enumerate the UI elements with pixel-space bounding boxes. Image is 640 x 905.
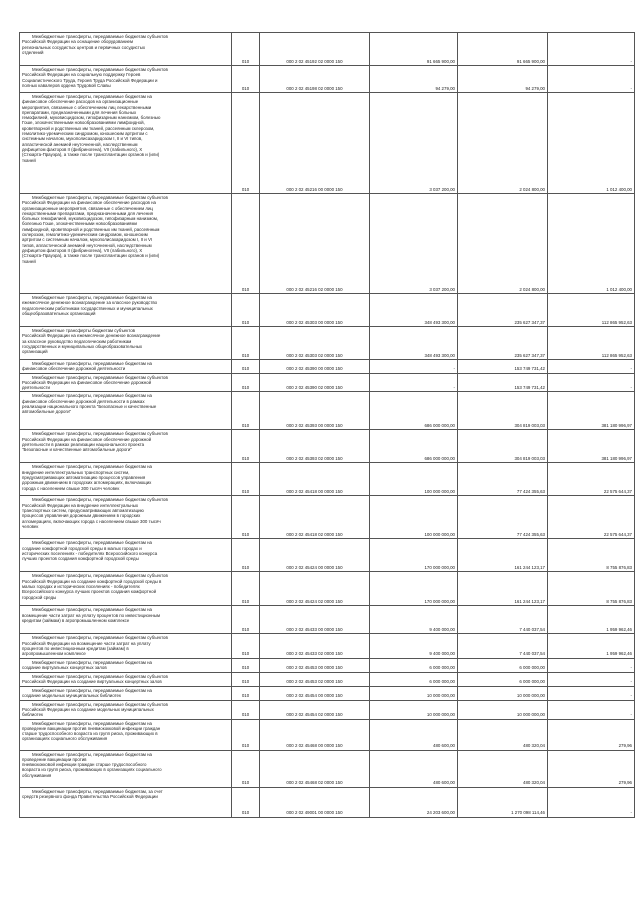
row-description: Межбюджетные трансферты, передаваемые бюджетам на внедрение интеллектуальных транспортных систем, предусматривающих автоматизацию процессов управления дорожным движением в городских агломерациях, включающих города с населением свыше 300 тысяч человек	[20, 463, 232, 496]
row-code: 010	[232, 93, 260, 194]
row-code: 010	[232, 33, 260, 66]
value-executed: 304 819 003,03	[458, 392, 548, 430]
row-description: Межбюджетные трансферты, передаваемые бюджетам на создание комфортной городской среды в малых городах и исторических поселениях - победителях Всероссийского конкурса лучших проектов создания комфортной городской среды	[20, 539, 232, 572]
value-executed: 235 627 347,37	[458, 294, 548, 327]
value-approved: 3 037 200,00	[370, 93, 458, 194]
table-row	[20, 539, 635, 572]
value-approved: 91 665 900,00	[370, 33, 458, 66]
value-approved: 3 037 200,00	[370, 194, 458, 294]
row-code: 010	[232, 719, 260, 750]
budget-classification-code: 000 2 02 45418 02 0000 150	[260, 496, 370, 539]
row-code: 010	[232, 327, 260, 360]
value-executed: 6 000 000,00	[458, 672, 548, 686]
table-row	[20, 672, 635, 686]
budget-classification-code: 000 2 02 45468 02 0000 150	[260, 750, 370, 787]
budget-classification-code: 000 2 02 45393 02 0000 150	[260, 430, 370, 463]
budget-classification-code: 000 2 02 45303 02 0000 150	[260, 327, 370, 360]
value-approved: -	[370, 360, 458, 374]
budget-table	[19, 32, 635, 818]
value-executed: 161 244 123,17	[458, 572, 548, 606]
value-approved: 480 600,00	[370, 750, 458, 787]
value-approved: 686 000 000,00	[370, 392, 458, 430]
row-description: Межбюджетные трансферты, передаваемые бюджетам на возмещение части затрат на уплату процентов по инвестиционным кредитам (займам) в агропромышленном комплексе	[20, 606, 232, 634]
row-description: Межбюджетные трансферты, передаваемые бюджетам на проведение вакцинации против пневмококковой инфекции граждан старше трудоспособного возраста из групп риска, проживающих в организациях социального обслуживания	[20, 719, 232, 750]
table-row	[20, 686, 635, 700]
value-unexecuted: 22 575 644,37	[548, 496, 635, 539]
table-row	[20, 373, 635, 392]
table-row	[20, 327, 635, 360]
row-code: 010	[232, 194, 260, 294]
value-approved: 170 000 000,00	[370, 539, 458, 572]
budget-classification-code: 000 2 02 45454 02 0000 150	[260, 700, 370, 719]
row-description: Межбюджетные трансферты, передаваемые бюджетам субъектов Российской Федерации на оснащение оборудованием региональных сосудистых центров и первичных сосудистых отделений	[20, 33, 232, 66]
table-row	[20, 496, 635, 539]
value-unexecuted: 1 012 400,00	[548, 194, 635, 294]
row-code: 010	[232, 606, 260, 634]
budget-classification-code: 000 2 02 45453 02 0000 150	[260, 672, 370, 686]
row-code: 010	[232, 66, 260, 93]
row-description: Межбюджетные трансферты, передаваемые бюджетам на создание модельных муниципальных библиотек	[20, 686, 232, 700]
budget-classification-code: 000 2 02 45192 02 0000 150	[260, 33, 370, 66]
row-description: Межбюджетные трансферты, передаваемые бюджетам субъектов Российской Федерации на создание комфортной городской среды в малых городах и исторических поселениях - победителях Всероссийского конкурса лучших проектов создания комфортной городской среды	[20, 572, 232, 606]
table-row	[20, 700, 635, 719]
budget-classification-code: 000 2 02 45454 00 0000 150	[260, 686, 370, 700]
budget-classification-code: 000 2 02 45216 02 0000 150	[260, 194, 370, 294]
value-approved: 9 400 000,00	[370, 606, 458, 634]
value-unexecuted: -	[548, 700, 635, 719]
budget-classification-code: 000 2 02 45390 00 0000 150	[260, 360, 370, 374]
row-description: Межбюджетные трансферты, передаваемые бюджетам субъектов Российской Федерации на социальную поддержку Героев Социалистического Труда, Героев Труда Российской Федерации и полных кавалеров ордена Трудовой Славы	[20, 66, 232, 93]
value-executed: 91 665 900,00	[458, 33, 548, 66]
row-code: 010	[232, 463, 260, 496]
value-executed: 480 320,04	[458, 719, 548, 750]
value-unexecuted: 381 180 996,97	[548, 392, 635, 430]
value-unexecuted: -	[548, 33, 635, 66]
value-approved: 348 493 300,00	[370, 294, 458, 327]
value-unexecuted: -	[548, 672, 635, 686]
row-description: Межбюджетные трансферты, передаваемые бюджетам на создание виртуальных концертных залов	[20, 658, 232, 672]
value-unexecuted: 112 865 952,63	[548, 327, 635, 360]
value-unexecuted: -	[548, 686, 635, 700]
table-row	[20, 463, 635, 496]
value-executed: 7 440 037,54	[458, 606, 548, 634]
row-code: 010	[232, 686, 260, 700]
value-executed: 2 024 800,00	[458, 194, 548, 294]
row-code: 010	[232, 572, 260, 606]
row-code: 010	[232, 787, 260, 817]
row-description: Межбюджетные трансферты, передаваемые бюджетам, за счет средств резервного фонда Правительства Российской Федерации	[20, 787, 232, 817]
value-approved: 348 493 300,00	[370, 327, 458, 360]
value-executed: 153 749 731,42	[458, 373, 548, 392]
row-description: Межбюджетные трансферты, передаваемые бюджетам на финансовое обеспечение расходов на организационные мероприятия, связанные с обеспечением лиц лекарственными препаратами, предназначенными для лечения больных гемофилией, муковисцидозом, гипофизарным нанизмом, болезнью Гоше, злокачественными новообразованиями лимфоидной, кроветворной и родственных им тканей, рассеянным склерозом, гемолитико-уремическим синдромом, юношеским артритом с системным началом, мукополисахаридозом I, II и VI типов, апластической анемией неуточненной, наследственным дефицитом факторов II (фибриногена), VII (лабильного), X (Стюарта-Прауэра), а также после трансплантации органов и (или) тканей	[20, 93, 232, 194]
value-unexecuted: 22 575 644,37	[548, 463, 635, 496]
value-unexecuted: 279,96	[548, 719, 635, 750]
value-unexecuted: -	[548, 373, 635, 392]
value-unexecuted: -	[548, 66, 635, 93]
row-description: Межбюджетные трансферты, передаваемые бюджетам субъектов Российской Федерации на финансовое обеспечение дорожной деятельности в рамках реализации национального проекта "Безопасные и качественные автомобильные дороги"	[20, 430, 232, 463]
value-executed: 1 270 098 114,46	[458, 787, 548, 817]
row-code: 010	[232, 634, 260, 658]
table-row	[20, 194, 635, 294]
value-approved: 6 000 000,00	[370, 672, 458, 686]
value-approved: 10 000 000,00	[370, 686, 458, 700]
budget-classification-code: 000 2 02 45424 02 0000 150	[260, 572, 370, 606]
table-row	[20, 606, 635, 634]
value-executed: 235 627 347,37	[458, 327, 548, 360]
value-approved: 100 000 000,00	[370, 496, 458, 539]
value-approved: 94 279,00	[370, 66, 458, 93]
row-description: Межбюджетные трансферты, передаваемые бюджетам на проведение вакцинации против пневмококковой инфекции граждан старше трудоспособного возраста из групп риска, проживающих в организациях социального обслуживания	[20, 750, 232, 787]
value-approved: 170 000 000,00	[370, 572, 458, 606]
row-description: Межбюджетные трансферты, передаваемые бюджетам на финансовое обеспечение дорожной деятельности в рамках реализации национального проекта "Безопасные и качественные автомобильные дороги"	[20, 392, 232, 430]
value-executed: 6 000 000,00	[458, 658, 548, 672]
budget-classification-code: 000 2 02 45390 02 0000 150	[260, 373, 370, 392]
value-approved: 10 000 000,00	[370, 700, 458, 719]
value-unexecuted: -	[548, 658, 635, 672]
budget-classification-code: 000 2 02 45433 00 0000 150	[260, 606, 370, 634]
row-code: 010	[232, 392, 260, 430]
table-row	[20, 294, 635, 327]
budget-classification-code: 000 2 02 45453 00 0000 150	[260, 658, 370, 672]
row-code: 010	[232, 496, 260, 539]
budget-classification-code: 000 2 02 45216 00 0000 150	[260, 93, 370, 194]
table-row	[20, 658, 635, 672]
value-approved: 24 203 600,00	[370, 787, 458, 817]
row-description: Межбюджетные трансферты, передаваемые бюджетам субъектов Российской Федерации на создание виртуальных концертных залов	[20, 672, 232, 686]
value-executed: 153 749 731,42	[458, 360, 548, 374]
table-row	[20, 360, 635, 374]
value-approved: 480 600,00	[370, 719, 458, 750]
value-unexecuted: 381 180 996,97	[548, 430, 635, 463]
value-executed: 77 424 355,63	[458, 463, 548, 496]
table-row	[20, 634, 635, 658]
budget-classification-code: 000 2 02 45424 00 0000 150	[260, 539, 370, 572]
value-unexecuted: -	[548, 360, 635, 374]
value-executed: 77 424 355,63	[458, 496, 548, 539]
row-code: 010	[232, 373, 260, 392]
value-executed: 161 244 123,17	[458, 539, 548, 572]
table-row	[20, 787, 635, 817]
value-approved: -	[370, 373, 458, 392]
budget-classification-code: 000 2 02 45468 00 0000 150	[260, 719, 370, 750]
value-unexecuted: 1 959 962,46	[548, 606, 635, 634]
budget-classification-code: 000 2 02 45303 00 0000 150	[260, 294, 370, 327]
row-code: 010	[232, 294, 260, 327]
table-row	[20, 93, 635, 194]
value-executed: 2 024 800,00	[458, 93, 548, 194]
row-description: Межбюджетные трансферты, передаваемые бюджетам субъектов Российской Федерации на создание модельных муниципальных библиотек	[20, 700, 232, 719]
row-description: Межбюджетные трансферты, передаваемые бюджетам на финансовое обеспечение дорожной деятельности	[20, 360, 232, 374]
value-unexecuted: 279,96	[548, 750, 635, 787]
row-code: 010	[232, 672, 260, 686]
row-code: 010	[232, 539, 260, 572]
value-executed: 10 000 000,00	[458, 686, 548, 700]
value-unexecuted: 8 755 876,83	[548, 572, 635, 606]
value-unexecuted: 8 755 876,83	[548, 539, 635, 572]
budget-classification-code: 000 2 02 49001 00 0000 150	[260, 787, 370, 817]
value-executed: 480 320,04	[458, 750, 548, 787]
value-approved: 6 000 000,00	[370, 658, 458, 672]
budget-classification-code: 000 2 02 45198 02 0000 150	[260, 66, 370, 93]
row-description: Межбюджетные трансферты, передаваемые бюджетам субъектов Российской Федерации на внедрение интеллектуальных транспортных систем, предусматривающих автоматизацию процессов управления дорожным движением в городских агломерациях, включающих города с населением свыше 300 тысяч человек	[20, 496, 232, 539]
table-row	[20, 33, 635, 66]
row-code: 010	[232, 658, 260, 672]
value-executed: 304 819 003,03	[458, 430, 548, 463]
value-approved: 686 000 000,00	[370, 430, 458, 463]
row-description: Межбюджетные трансферты, передаваемые бюджетам субъектов Российской Федерации на финансовое обеспечение дорожной деятельности	[20, 373, 232, 392]
row-code: 010	[232, 430, 260, 463]
row-description: Межбюджетные трансферты бюджетам субъектов Российской Федерации на ежемесячное денежное вознаграждение за классное руководство педагогическим работникам государственных и муниципальных общеобразовательных организаций	[20, 327, 232, 360]
table-row	[20, 392, 635, 430]
table-row	[20, 66, 635, 93]
budget-classification-code: 000 2 02 45393 00 0000 150	[260, 392, 370, 430]
value-unexecuted: 112 865 952,63	[548, 294, 635, 327]
value-approved: 9 400 000,00	[370, 634, 458, 658]
table-row	[20, 572, 635, 606]
budget-classification-code: 000 2 02 45433 02 0000 150	[260, 634, 370, 658]
value-executed: 7 440 037,54	[458, 634, 548, 658]
budget-classification-code: 000 2 02 45418 00 0000 150	[260, 463, 370, 496]
row-code: 010	[232, 750, 260, 787]
value-executed: 94 279,00	[458, 66, 548, 93]
row-code: 010	[232, 700, 260, 719]
row-description: Межбюджетные трансферты, передаваемые бюджетам субъектов Российской Федерации на возмещение части затрат на уплату процентов по инвестиционным кредитам (займам) в агропромышленном комплексе	[20, 634, 232, 658]
table-row	[20, 430, 635, 463]
value-unexecuted: 1 959 962,46	[548, 634, 635, 658]
value-executed: 10 000 000,00	[458, 700, 548, 719]
row-description: Межбюджетные трансферты, передаваемые бюджетам субъектов Российской Федерации на финансовое обеспечение расходов на организационные мероприятия, связанные с обеспечением лиц лекарственными препаратами, предназначенными для лечения больных гемофилией, муковисцидозом, гипофизарным нанизмом, болезнью Гоше, злокачественными новообразованиями лимфоидной, кроветворной и родственных им тканей, рассеянным склерозом, гемолитико-уремическим синдромом, юношеским артритом с системным началом, мукополисахаридозом I, II и VI типов, апластической анемией неуточненной, наследственным дефицитом факторов II (фибриногена), VII (лабильного), X (Стюарта-Прауэра), а также после трансплантации органов и (или) тканей	[20, 194, 232, 294]
row-code: 010	[232, 360, 260, 374]
value-unexecuted: 1 012 400,00	[548, 93, 635, 194]
table-row	[20, 750, 635, 787]
table-body	[20, 33, 635, 818]
value-approved: 100 000 000,00	[370, 463, 458, 496]
row-description: Межбюджетные трансферты, передаваемые бюджетам на ежемесячное денежное вознаграждение за классное руководство педагогическим работникам государственных и муниципальных общеобразовательных организаций	[20, 294, 232, 327]
table-row	[20, 719, 635, 750]
value-unexecuted: -	[548, 787, 635, 817]
